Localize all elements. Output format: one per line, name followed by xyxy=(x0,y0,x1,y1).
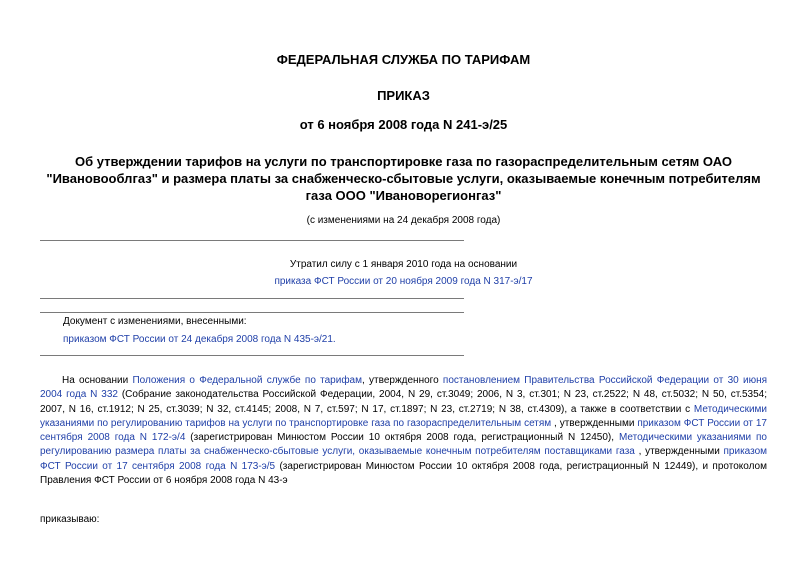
supply-guidelines-link[interactable]: Методическими указаниями по регулированию размера платы за снабженческо-сбытовые услуги, оказываемые конечным потребителям поставщиками газа xyxy=(40,432,767,458)
agency-name: ФЕДЕРАЛЬНАЯ СЛУЖБА ПО ТАРИФАМ xyxy=(276,52,531,67)
divider xyxy=(40,298,464,299)
transport-guidelines-link[interactable]: Методическими указаниями по регулированию тарифов на услуги по транспортировке газа по газораспределительным сетям xyxy=(40,403,767,429)
text: (зарегистрирован Минюстом России 10 октября 2008 года, регистрационный N 12449), и протоколом Правления ФСТ России от 6 ноября 2008 года N 43-э xyxy=(40,460,767,487)
text: (Собрание законодательства Российской Федерации, 2004, N 29, ст.3049; 2006, N 3, ст.301; N 23, ст.2522; N 48, ст.5032; N 50, ст.5354; 2007, N 16, ст.1912; N 25, ст.3039; N 32, ст.4145; 2008, N 7, ст.597; N 17, ст.1897; N 23, ст.2719; N 38, ст.4309), а также в соответствии с xyxy=(40,389,767,415)
preamble-paragraph xyxy=(40,374,767,488)
document-date-number: от 6 ноября 2008 года N 241-э/25 xyxy=(299,117,508,132)
repeal-notice xyxy=(40,258,767,289)
government-decree-link[interactable]: постановлением Правительства Российской Федерации от 30 июня 2004 года N 332 xyxy=(40,375,768,401)
text: (зарегистрирован Минюстом России 10 октября 2008 года, регистрационный N 12450), xyxy=(185,432,619,444)
document-title: Об утверждении тарифов на услуги по транспортировке газа по газораспределительным сетям ОАО "Ивановооблгаз" и размера платы за снабженческо-сбытовые услуги, оказываемые конечным потребителям газа ООО "Ивановорегионгаз" xyxy=(46,154,761,203)
divider xyxy=(40,355,464,356)
changes-text: Документ с изменениями, внесенными: xyxy=(63,316,247,327)
order-word: приказываю: xyxy=(40,514,100,525)
text: , утвержденными xyxy=(551,417,638,429)
order-172-link[interactable]: приказом ФСТ России от 17 сентября 2008 года N 172-э/4 xyxy=(40,417,767,444)
divider xyxy=(40,240,464,241)
changes-block xyxy=(63,315,663,347)
changes-order-link[interactable]: приказом ФСТ России от 24 декабря 2008 года N 435-э/21. xyxy=(63,334,336,345)
repeal-order-link[interactable]: приказа ФСТ России от 20 ноября 2009 года N 317-э/17 xyxy=(274,276,533,287)
text: , утвержденными xyxy=(634,446,724,458)
fst-regulation-link[interactable]: Положения о Федеральной службе по тарифам xyxy=(132,375,362,386)
document-type: ПРИКАЗ xyxy=(377,88,430,103)
divider xyxy=(40,312,464,313)
text: , утвержденного xyxy=(362,375,443,386)
amendment-note: (с изменениями на 24 декабря 2008 года) xyxy=(306,215,501,226)
repeal-text: Утратил силу с 1 января 2010 года на основании xyxy=(289,259,518,270)
text: На основании xyxy=(62,375,133,386)
order-173-link[interactable]: приказом ФСТ России от 17 сентября 2008 года N 173-э/5 xyxy=(40,446,768,472)
